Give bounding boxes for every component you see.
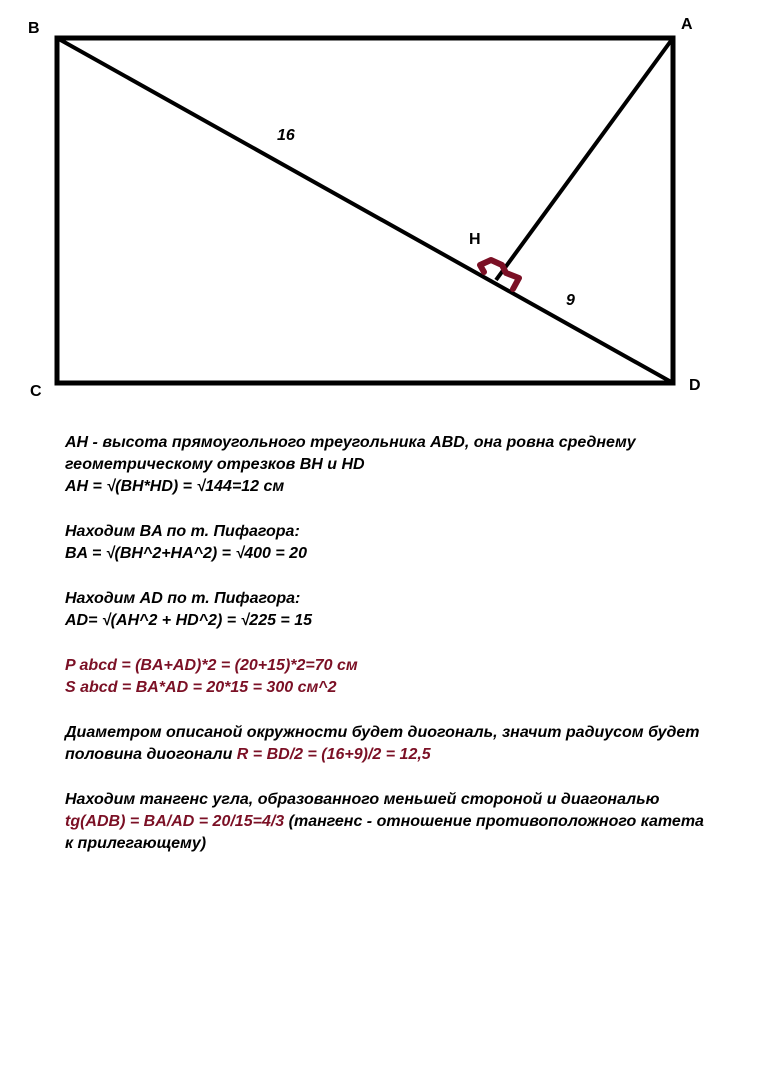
segment-label-hd: 9 xyxy=(566,292,575,309)
point-label-a: A xyxy=(681,16,693,33)
paragraph-altitude xyxy=(65,432,765,498)
text-line: AD= √(AH^2 + HD^2) = √225 = 15 xyxy=(65,612,313,629)
point-label-c: C xyxy=(30,383,42,400)
text-line: Находим тангенс угла, образованного меньшей стороной и диагональю xyxy=(65,791,660,808)
text-line: Диаметром описаной окружности будет диогональ, значит радиусом будет xyxy=(65,724,700,741)
paragraph-perimeter-area xyxy=(65,655,765,699)
text-line: Находим AD по т. Пифагора: xyxy=(65,590,301,607)
text-line: геометрическому отрезков BH и HD xyxy=(65,456,365,473)
altitude-ah xyxy=(496,38,673,280)
text-line: AH - высота прямоугольного треугольника ABD, она ровна среднему xyxy=(65,434,636,451)
segment-label-bh: 16 xyxy=(277,127,295,144)
text-line xyxy=(65,811,765,833)
perimeter-formula: P abcd = (BA+AD)*2 = (20+15)*2=70 см xyxy=(65,657,358,674)
point-label-b: B xyxy=(28,20,40,37)
diagonal-bd xyxy=(57,38,673,383)
paragraph-tangent xyxy=(65,789,765,855)
paragraph-radius xyxy=(65,722,765,766)
text-line: AH = √(BH*HD) = √144=12 см xyxy=(65,478,285,495)
radius-formula: R = BD/2 = (16+9)/2 = 12,5 xyxy=(236,746,431,763)
text-line: BA = √(BH^2+HA^2) = √400 = 20 xyxy=(65,545,307,562)
text-line: к прилегающему) xyxy=(65,835,207,852)
text-fragment: (тангенс - отношение противоположного катета xyxy=(284,813,704,830)
point-label-d: D xyxy=(689,377,701,394)
point-label-h: H xyxy=(469,231,481,248)
area-formula: S abcd = BA*AD = 20*15 = 300 см^2 xyxy=(65,679,337,696)
text-fragment: половина диогонали xyxy=(65,746,237,763)
text-line: Находим BA по т. Пифагора: xyxy=(65,523,300,540)
geometry-figure xyxy=(0,0,779,420)
tangent-formula: tg(ADB) = BA/AD = 20/15=4/3 xyxy=(65,813,285,830)
paragraph-ba xyxy=(65,521,765,565)
solution-text xyxy=(65,432,765,878)
text-line xyxy=(65,744,765,766)
paragraph-ad xyxy=(65,588,765,632)
